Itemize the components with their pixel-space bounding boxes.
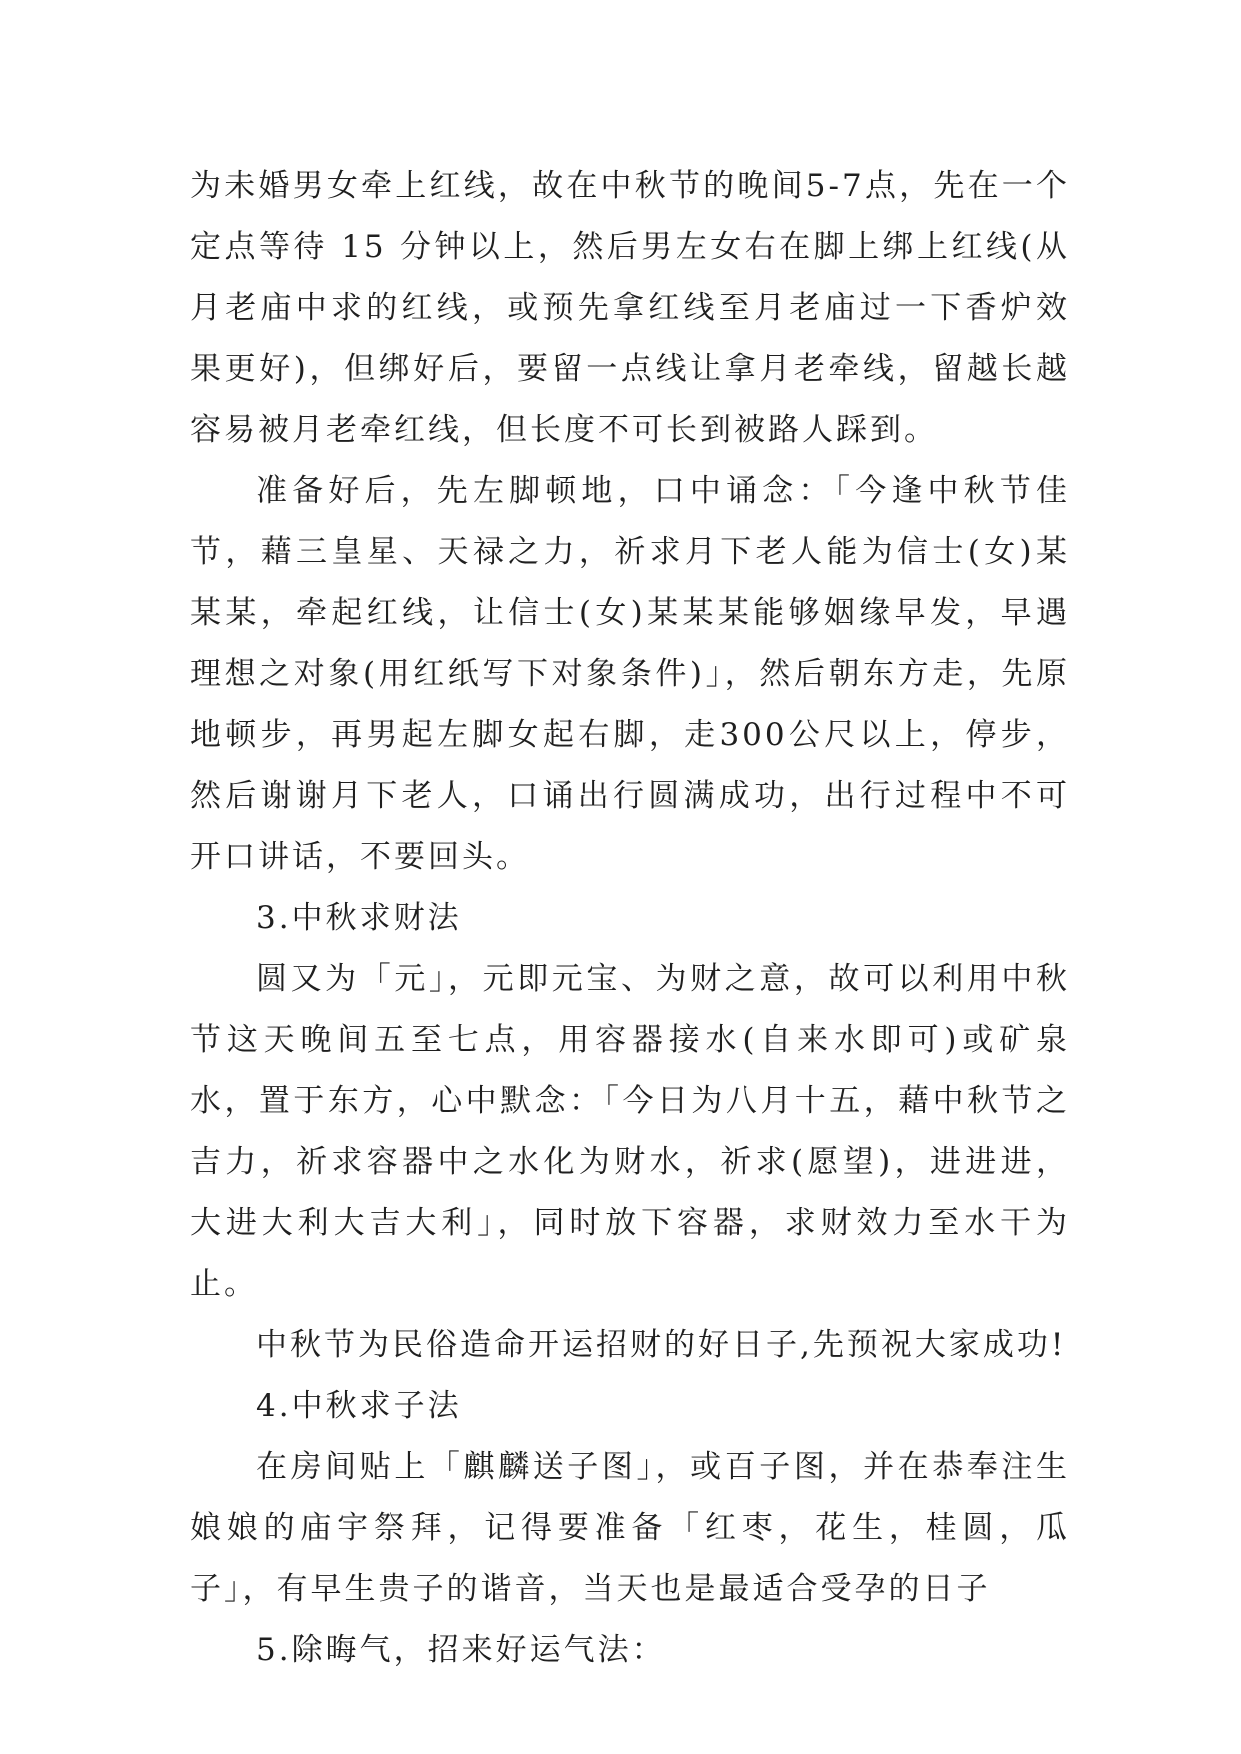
document-body (190, 156, 1070, 1681)
section-heading-children: 4.中秋求子法 (256, 1388, 462, 1424)
paragraph-wealth-ritual: 圆又为「元」，元即元宝、为财之意，故可以利用中秋节这天晚间五至七点，用容器接水(自来水即可)或矿泉水，置于东方，心中默念：「今日为八月十五，藉中秋节之吉力，祈求容器中之水化为财水，祈求(愿望)，进进进，大进大利大吉大利」，同时放下容器，求财效力至水干为止。 (190, 961, 1070, 1302)
paragraph-children-ritual: 在房间贴上「麒麟送子图」，或百子图，并在恭奉注生娘娘的庙宇祭拜，记得要准备「红枣，花生，桂圆，瓜子」，有早生贵子的谐音，当天也是最适合受孕的日子 (190, 1449, 1070, 1607)
paragraph-chant-instructions: 准备好后，先左脚顿地，口中诵念：「今逢中秋节佳节，藉三皇星、天禄之力，祈求月下老人能为信士(女)某某某，牵起红线，让信士(女)某某某能够姻缘早发，早遇理想之对象(用红纸写下对象条件)」，然后朝东方走，先原地顿步，再男起左脚女起右脚，走300公尺以上，停步，然后谢谢月下老人，口诵出行圆满成功，出行过程中不可开口讲话，不要回头。 (190, 473, 1070, 875)
paragraph-red-thread-ritual: 为未婚男女牵上红线，故在中秋节的晚间5-7点，先在一个定点等待 15 分钟以上，然后男左女右在脚上绑上红线(从月老庙中求的红线，或预先拿红线至月老庙过一下香炉效果更好)，但绑好后，要留一点线让拿月老牵线，留越长越容易被月老牵红线，但长度不可长到被路人踩到。 (190, 168, 1070, 448)
section-heading-wealth: 3.中秋求财法 (256, 900, 462, 936)
section-heading-good-luck: 5.除晦气，招来好运气法： (256, 1632, 666, 1668)
paragraph-blessing: 中秋节为民俗造命开运招财的好日子,先预祝大家成功! (256, 1327, 1067, 1363)
